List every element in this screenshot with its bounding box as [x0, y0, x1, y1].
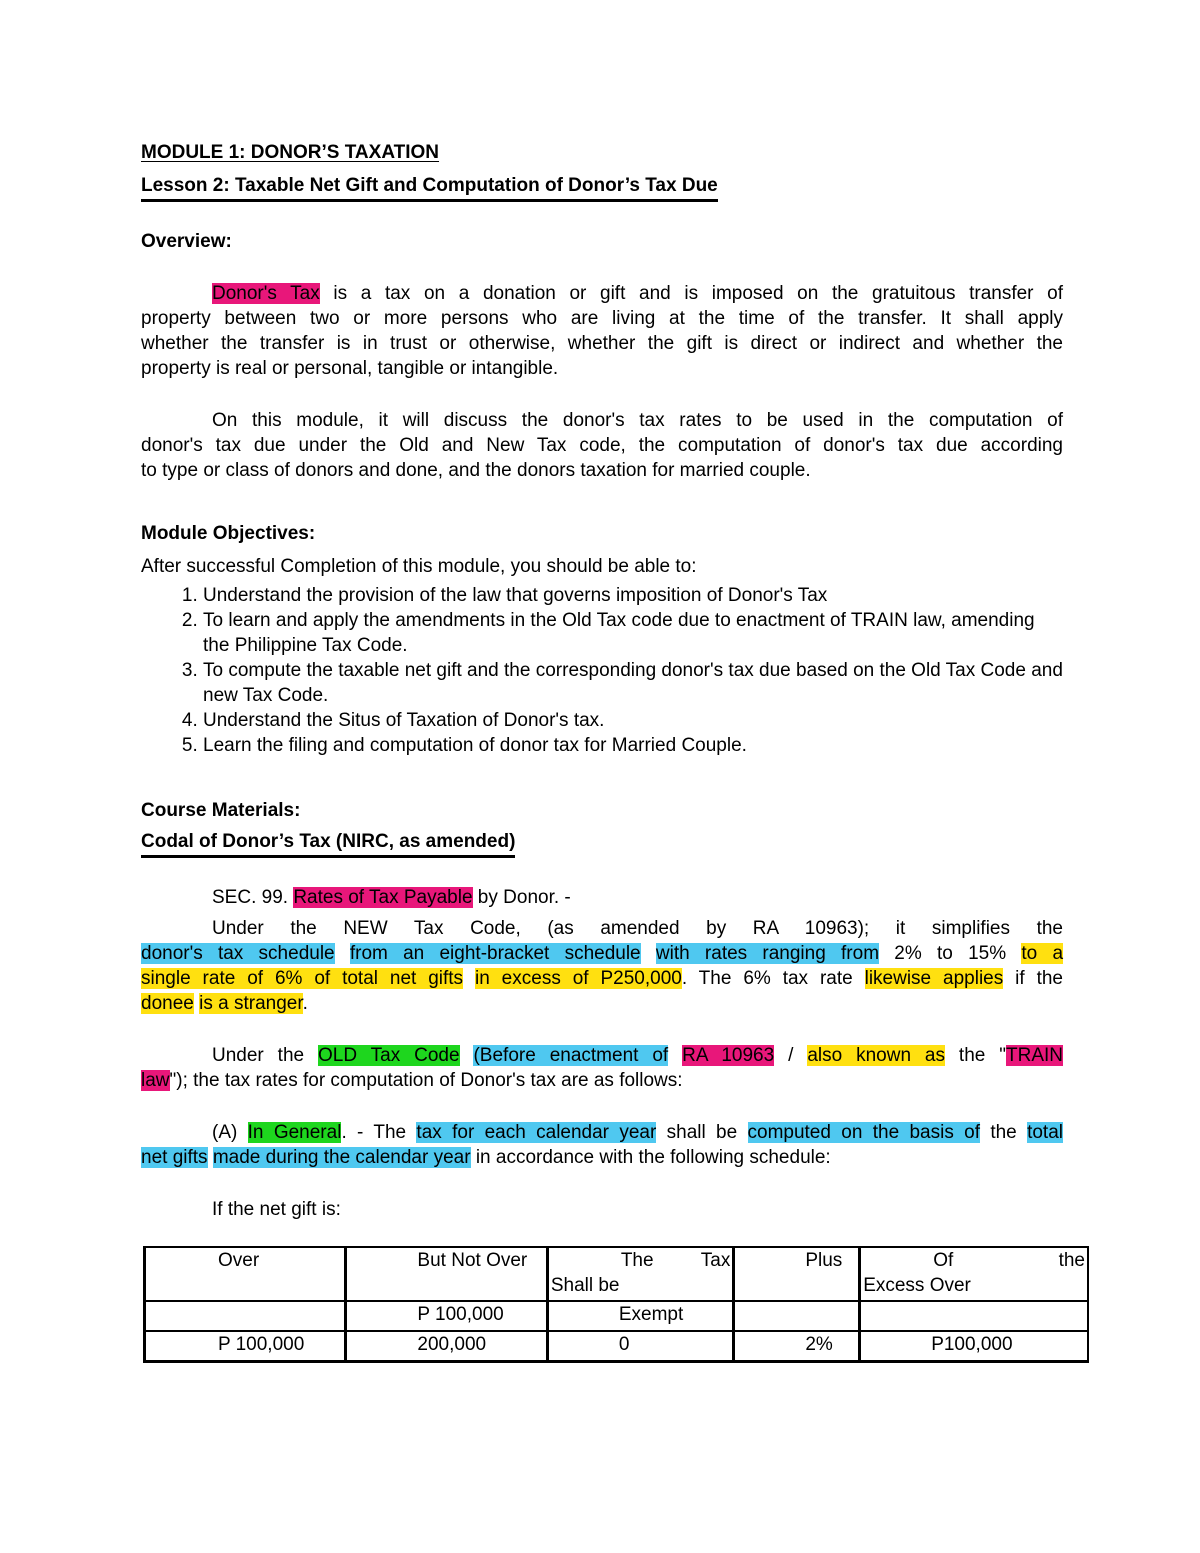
table-row: P 100,000 200,000 0 2% P100,000 — [145, 1331, 1089, 1362]
net-gift-intro: If the net gift is: — [212, 1199, 341, 1220]
list-item: 2. To learn and apply the amendments in the Old Tax code due to enactment of TRAIN law, amending the Philippine Tax Code. — [203, 608, 1063, 658]
objectives-list — [141, 583, 1063, 758]
list-item: 1. Understand the provision of the law that governs imposition of Donor's Tax — [203, 583, 1063, 608]
list-item: 4. Understand the Situs of Taxation of Donor's tax. — [203, 708, 1063, 733]
table-row: P 100,000 Exempt — [145, 1301, 1089, 1331]
old-tax-code-paragraph: Under the OLD Tax Code (Before enactment of RA 10963 / also known as the "TRAIN law"); the tax rates for computation of Donor's tax are as follows: — [141, 1045, 1063, 1091]
list-item: 5. Learn the filing and computation of donor tax for Married Couple. — [203, 733, 1063, 758]
materials-heading: Course Materials: — [141, 800, 301, 821]
list-item: 3. To compute the taxable net gift and the corresponding donor's tax due based on the Old Tax Code and new Tax Code. — [203, 658, 1063, 708]
lesson-title: Lesson 2: Taxable Net Gift and Computation of Donor’s Tax Due — [141, 173, 1063, 202]
header-plus: Plus — [734, 1247, 860, 1301]
tax-schedule-table — [143, 1246, 1089, 1363]
table-header-row — [145, 1247, 1089, 1301]
header-tax: The Tax Shall be — [547, 1247, 734, 1301]
new-tax-code-paragraph: Under the NEW Tax Code, (as amended by RA 10963); it simplifies the donor's tax schedule from an eight-bracket schedule with rates ranging from 2% to 15% to a single rate of 6% of total net gifts in excess of P250,000. The 6% tax rate likewise applies if the donee is a stranger. — [141, 918, 1064, 1014]
objectives-intro: After successful Completion of this module, you should be able to: — [141, 556, 697, 577]
module-title: MODULE 1: DONOR’S TAXATION — [141, 142, 440, 163]
sec-99-heading: SEC. 99. Rates of Tax Payable by Donor. - — [212, 887, 571, 908]
overview-heading: Overview: — [141, 231, 232, 252]
header-not-over: But Not Over — [346, 1247, 547, 1301]
header-over: Over — [145, 1247, 346, 1301]
overview-paragraph-2: On this module, it will discuss the donor's tax rates to be used in the computation of donor's tax due under the Old and New Tax code, the computation of donor's tax due according to type or class of donors and done, and the donors taxation for married couple. — [141, 410, 1063, 481]
header-excess: Of the Excess Over — [860, 1247, 1088, 1301]
codal-heading: Codal of Donor’s Tax (NIRC, as amended) — [141, 829, 1063, 858]
in-general-paragraph: (A) In General. - The tax for each calendar year shall be computed on the basis of the total net gifts made during the calendar year in accordance with the following schedule: — [141, 1122, 1063, 1168]
objectives-heading: Module Objectives: — [141, 523, 316, 544]
overview-paragraph-1: Donor's Tax is a tax on a donation or gift and is imposed on the gratuitous transfer of property between two or more persons who are living at the time of the transfer. It shall apply whether the transfer is in trust or otherwise, whether the gift is direct or indirect and whether the property is real or personal, tangible or intangible. — [141, 283, 1063, 379]
document-page — [141, 140, 1063, 1222]
